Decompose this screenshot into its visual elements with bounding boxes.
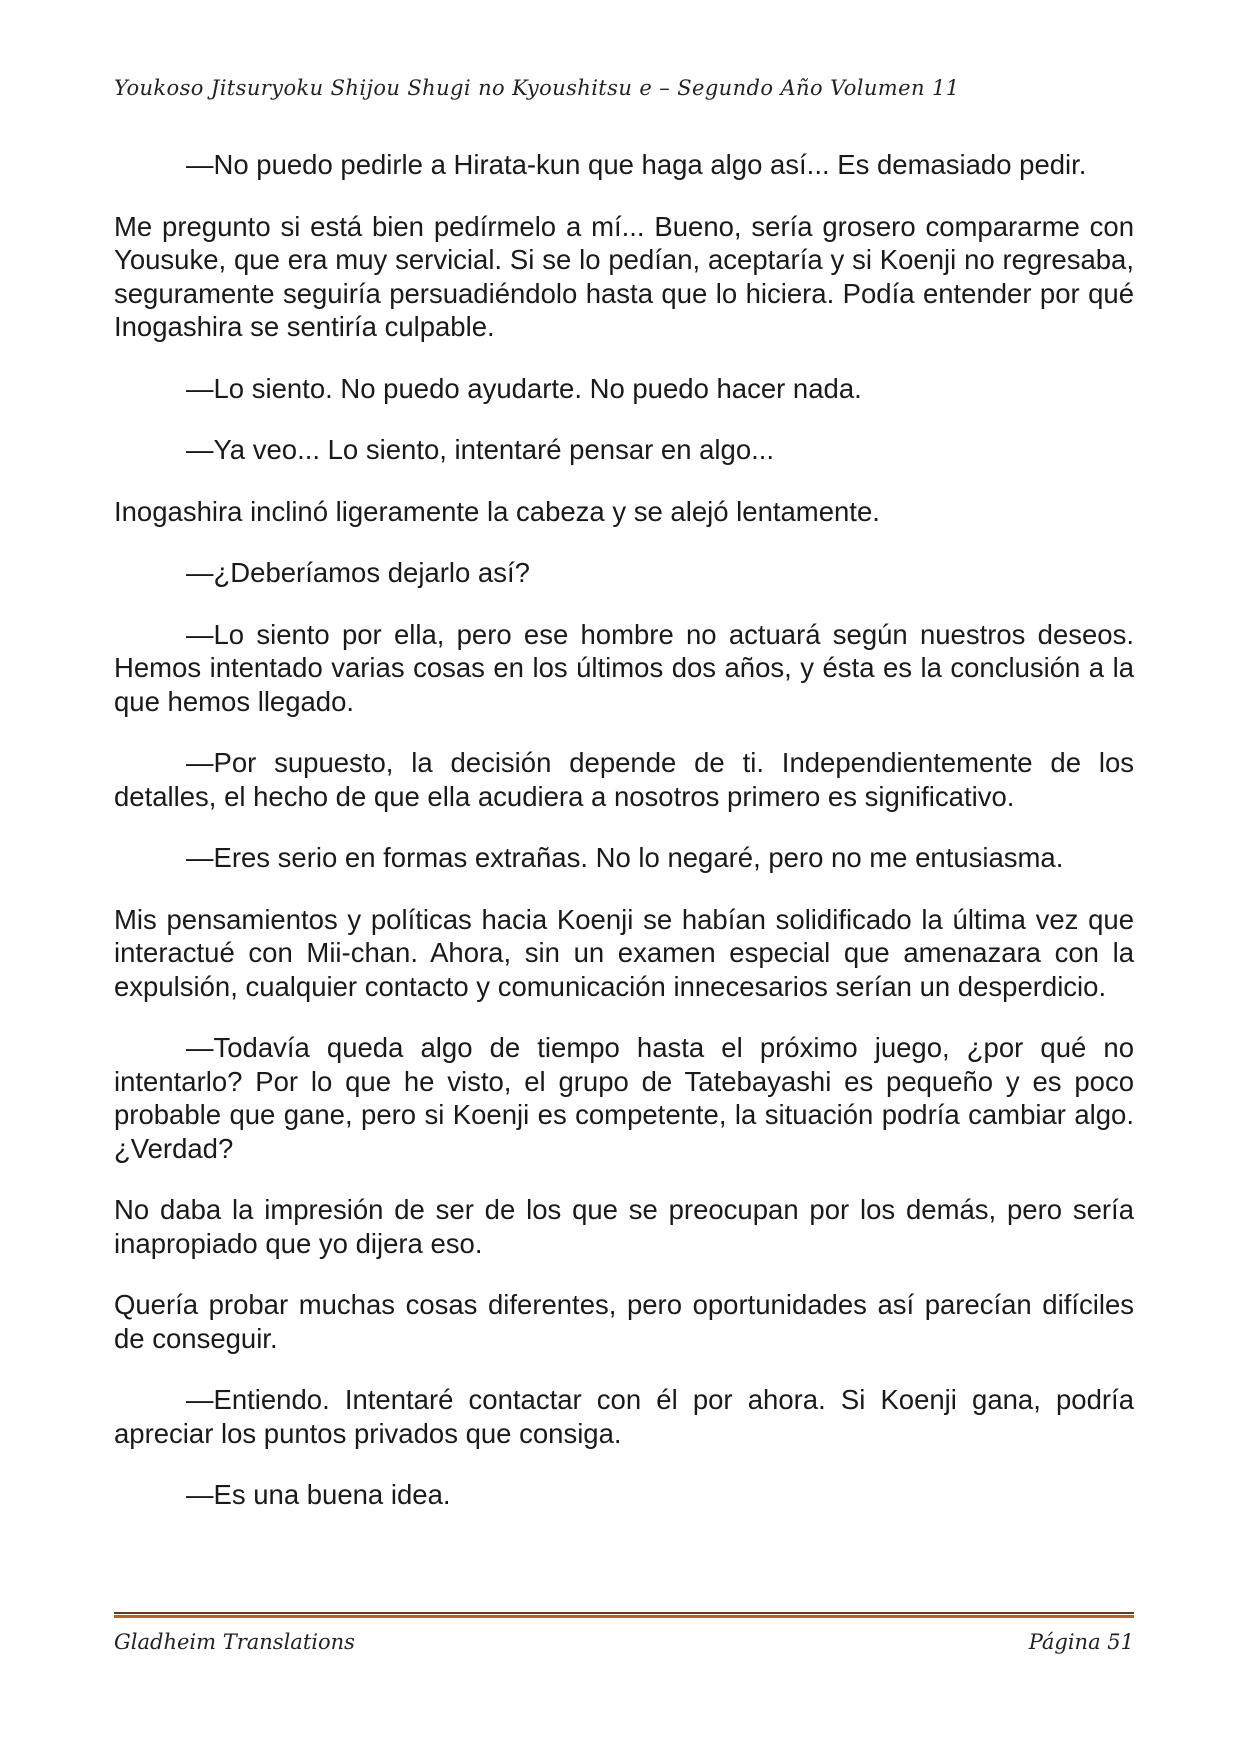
paragraph: Quería probar muchas cosas diferentes, pero oportunidades así parecían difíciles de conseguir.	[114, 1289, 1134, 1354]
paragraph: Me pregunto si está bien pedírmelo a mí... Bueno, sería grosero compararme con Yousuke, que era muy servicial. Si se lo pedían, aceptaría y si Koenji no regresaba, seguramente seguiría persuadiéndolo hasta que lo hiciera. Podía entender por qué Inogashira se sentiría culpable.	[114, 210, 1134, 342]
paragraph: —Por supuesto, la decisión depende de ti. Independientemente de los detalles, el hecho de que ella acudiera a nosotros primero es significativo.	[114, 747, 1134, 812]
body-text	[114, 148, 1134, 1540]
paragraph: Mis pensamientos y políticas hacia Koenji se habían solidificado la última vez que interactué con Mii-chan. Ahora, sin un examen especial que amenazara con la expulsión, cualquier contacto y comunicación innecesarios serían un desperdicio.	[114, 903, 1134, 1002]
paragraph: —Es una buena idea.	[186, 1479, 451, 1510]
footer-publisher: Gladheim Translations	[114, 1630, 355, 1654]
paragraph: —Eres serio en formas extrañas. No lo negaré, pero no me entusiasma.	[186, 842, 1064, 873]
paragraph: —Lo siento por ella, pero ese hombre no actuará según nuestros deseos. Hemos intentado varias cosas en los últimos dos años, y ésta es la conclusión a la que hemos llegado.	[114, 618, 1134, 717]
paragraph: —¿Deberíamos dejarlo así?	[186, 557, 530, 588]
paragraph: No daba la impresión de ser de los que se preocupan por los demás, pero sería inapropiado que yo dijera eso.	[114, 1194, 1134, 1259]
page-header: Youkoso Jitsuryoku Shijou Shugi no Kyoushitsu e – Segundo Año Volumen 11	[114, 76, 960, 100]
page-number: Página 51	[1028, 1630, 1134, 1654]
paragraph: —Todavía queda algo de tiempo hasta el próximo juego, ¿por qué no intentarlo? Por lo que he visto, el grupo de Tatebayashi es pequeño y es poco probable que gane, pero si Koenji es competente, la situación podría cambiar algo. ¿Verdad?	[114, 1032, 1134, 1164]
paragraph: —No puedo pedirle a Hirata-kun que haga algo así... Es demasiado pedir.	[186, 149, 1087, 180]
paragraph: —Ya veo... Lo siento, intentaré pensar en algo...	[186, 434, 775, 465]
footer-divider	[114, 1612, 1134, 1618]
paragraph: Inogashira inclinó ligeramente la cabeza y se alejó lentamente.	[114, 495, 880, 527]
paragraph: —Entiendo. Intentaré contactar con él por ahora. Si Koenji gana, podría apreciar los puntos privados que consiga.	[114, 1384, 1134, 1449]
paragraph: —Lo siento. No puedo ayudarte. No puedo hacer nada.	[186, 372, 862, 404]
